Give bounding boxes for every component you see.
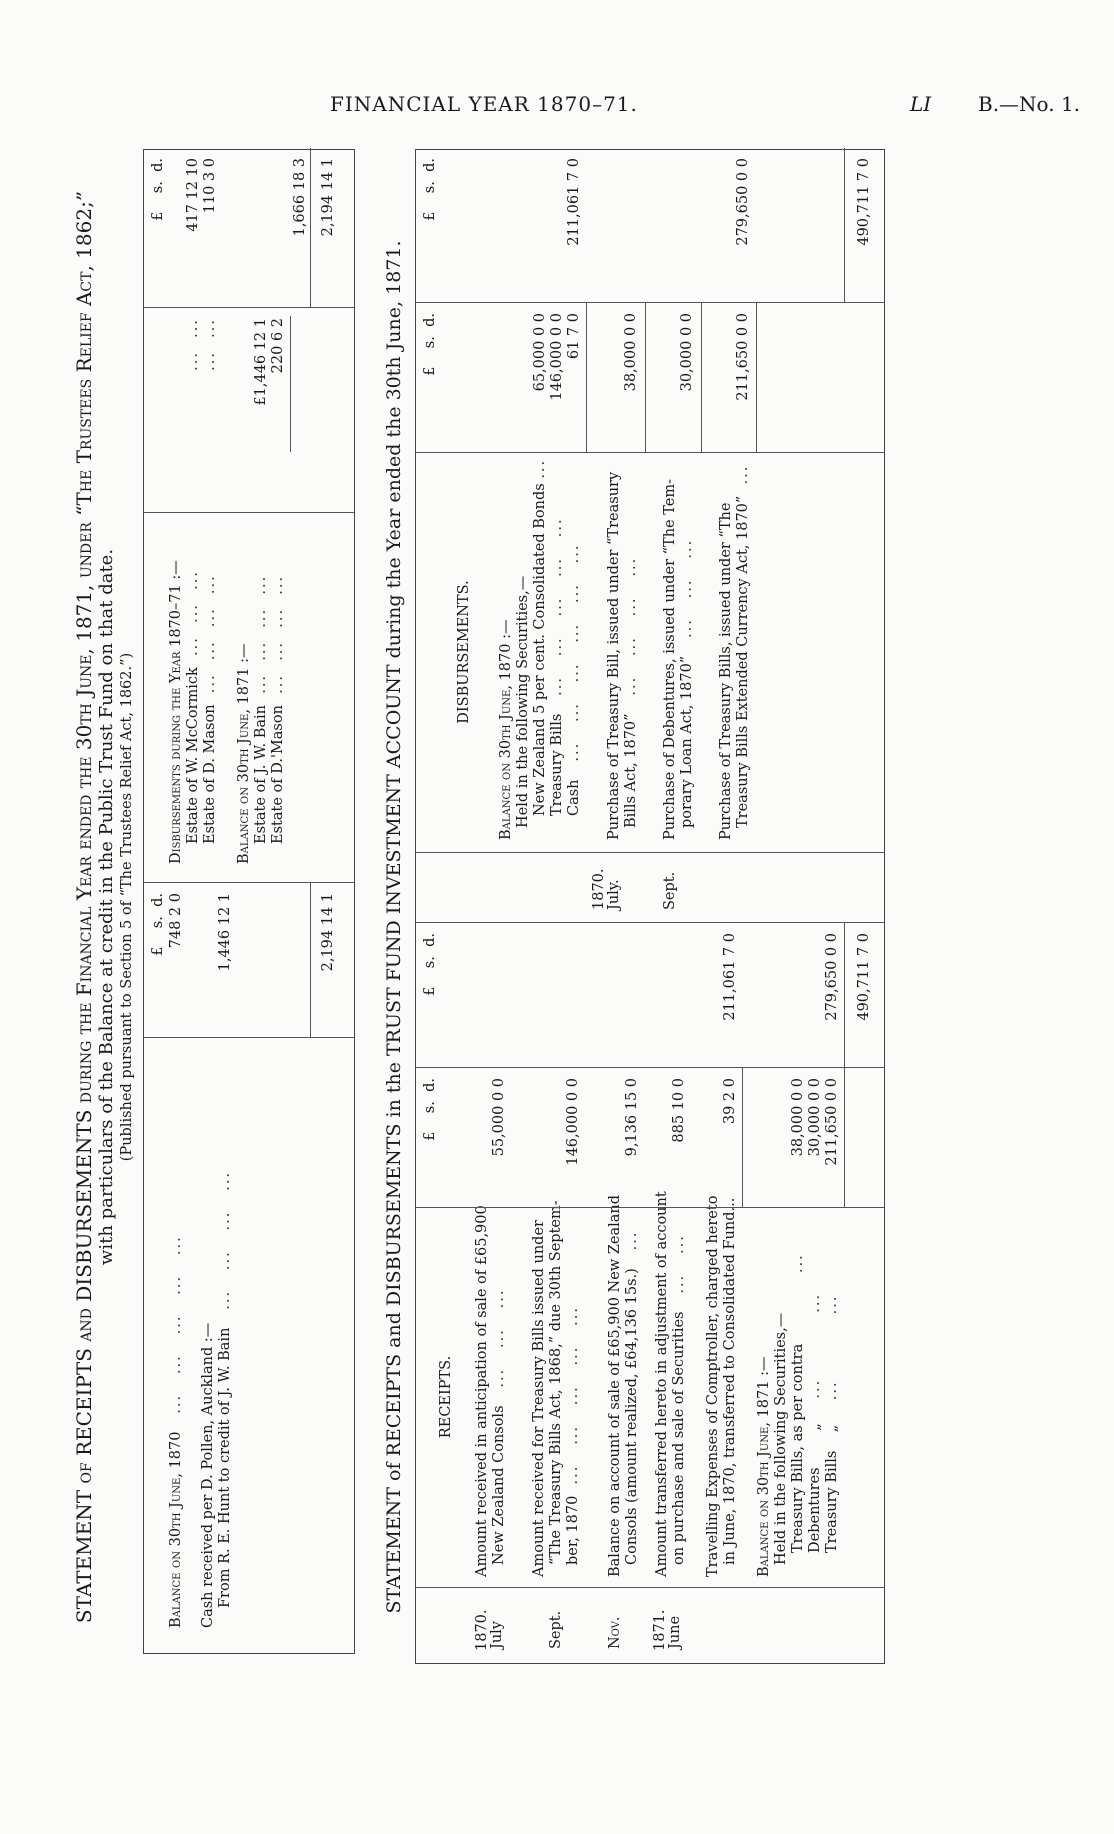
shilling-header: s. [422,956,438,969]
s2-r3b-text: Consols (amount realized, £64,136 15s.) [624,1268,640,1565]
s2-d-bal-total: 211,061 7 0 [566,158,582,246]
s1-disb-currency-header [150,158,167,221]
s1-disbursements-inner-col [144,308,354,513]
s1-cash-amount: 1,446 12 1 [217,893,233,972]
leader-dots: ... ... ... ... ... [565,1306,581,1492]
s1-receipts-currency-header [150,893,167,956]
pound-header: £ [150,211,166,221]
s1-receipts-amount-col [144,883,354,1038]
s2-r-june: June [667,1615,683,1649]
s2-d-july: July. [606,879,622,910]
shilling-header: s. [150,916,166,929]
s2-d-bal-c-amount: 65,000 0 0 [532,313,548,392]
s2-r-sept: Sept. [548,1610,564,1649]
s2-r-bal-e-text: Treasury Bills [824,1450,840,1553]
s2-r1-amount: 55,000 0 0 [491,1078,507,1157]
s1-mason1-amount: 110 3 0 [202,158,218,214]
s2-r-bal-d [807,1293,824,1553]
s1-balance-amount: 748 2 0 [168,893,184,949]
s2-r-july: July [489,1621,505,1649]
s2-r-year1870: 1870. [474,1609,490,1651]
leader-dots: ... ... ... [679,538,695,652]
leader-dots: ... ... ... ... [270,574,286,701]
s2-r5-amount: 39 2 0 [722,1078,738,1125]
s2-r5b: in June, 1870, transferred to Consolidated Fund... [722,1197,738,1565]
pence-header: d. [150,158,166,172]
s2-r-bal-total: 279,650 0 0 [824,933,840,1021]
s2-d-bal-e-text: Cash [566,779,582,816]
s1-balance-label-text: Balance on 30th June, 1870 [168,1431,184,1628]
statement1-subtitle: with particulars of the Balance at credit in the Public Trust Fund on that date. [96,548,117,1266]
s2-p1b [623,557,640,828]
shilling-header: s. [150,181,166,194]
s2-d-bal-c [532,459,549,816]
s2-r4b [671,1234,688,1565]
shilling-header: s. [422,181,438,194]
s2-p3b-text: Treasury Bills Extended Currency Act, 1870” [735,495,751,828]
s2-r3a: Balance on account of sale of £65,900 New Zealand [607,1194,623,1577]
rule [844,923,845,1067]
s2-p3b [735,465,752,828]
s2-r-bal-c-amount: 38,000 0 0 [790,1078,806,1157]
pound-header: £ [422,1131,438,1141]
s1-mason2-text: Estate of D.'Mason [270,705,286,844]
s2-d-total: 490,711 7 0 [856,158,872,246]
s1-mason2-amount: 220 6 2 [270,318,286,374]
statement1-note: (Published pursuant to Section 5 of “The Trustees Relief Act, 1862.”) [119,652,135,1162]
s2-d-bal-e [566,544,583,816]
s2-d-sept: Sept. [662,871,678,910]
s2-r-bal-b: Held in the following Securities,— [773,1312,789,1565]
s2-d-bal-b: Held in the following Securities,— [515,575,531,828]
statement2-table [415,149,885,1664]
s2-d-bal-d-text: Treasury Bills [549,713,565,816]
s1-balance-label [168,1235,185,1628]
s2-r1a: Amount received in anticipation of sale of £65,900 [474,1205,490,1577]
s2-disb-outer-col [416,148,884,303]
s2-p2-amount: 30,000 0 0 [679,313,695,392]
rule [290,316,291,452]
s1-cash-from [217,1171,234,1608]
s1-cash-label: Cash received per D. Pollen, Auckland :— [200,1322,216,1628]
s1-bain-text: Estate of J. W. Bain [253,705,269,844]
s2-r3b [624,1231,641,1565]
s2-r-bal-d-text: Debentures [807,1467,823,1553]
pence-header: d. [422,933,438,947]
leader-dots: ... ... ... ... [217,1170,233,1323]
s2-receipts-outer-col [416,923,884,1068]
s2-d-outer-currency-header [422,158,439,221]
leader-dots: ... [790,1253,806,1340]
s2-r-total: 490,711 7 0 [856,933,872,1021]
leader-dots: ... ... ... ... ... [549,517,565,710]
rule [310,883,311,1037]
s1-receipts-text [144,1038,354,1653]
s2-d-bal-a: Balance on 30th June, 1870 :— [498,619,514,840]
leader-dots: ... ... [824,1294,840,1421]
s2-r-year1871: 1871. [652,1609,668,1651]
s2-d-bal-e-amount: 61 7 0 [566,313,582,360]
s2-p3a: Purchase of Treasury Bills, issued under “The [718,502,734,840]
s2-r4a: Amount transferred hereto in adjustment of account [654,1191,670,1577]
statement2-title: STATEMENT of RECEIPTS and DISBURSEMENTS in the TRUST FUND INVESTMENT ACCOUNT during the Year ended the 30th June, 1871. [383,240,405,1614]
pound-header: £ [422,986,438,996]
s2-r1b-text: New Zealand Consols [491,1405,507,1565]
s2-r-bal-a: Balance on 30th June, 1871 :— [756,1356,772,1577]
leader-dots: ... ... ... [491,1288,507,1401]
statement1-table [143,149,355,1654]
s2-r-bal-c-text: Treasury Bills, as per contra [790,1343,806,1553]
s2-receipts-date-col [416,1588,884,1663]
leader-dots: ... ... [807,1292,823,1419]
s2-r-bal-e-amount: 211,650 0 0 [824,1078,840,1166]
s2-p2a: Purchase of Debentures, issued under “The Tem- [662,478,678,840]
s2-receipts-inner-col [416,1068,884,1208]
leader-dots: ... ... ... ... [253,574,269,701]
leader-dots: ... [735,464,751,492]
s1-mason1-label [202,574,219,844]
s2-p-total: 279,650 0 0 [735,158,751,246]
s2-disb-text-col [416,453,884,853]
leader-dots: ... ... ... ... [623,556,639,709]
s2-r-bal-e [824,1295,841,1554]
s2-disbursements-heading: DISBURSEMENTS. [456,580,472,724]
s2-r4-amount: 885 10 0 [671,1078,687,1143]
s1-mason1-text: Estate of D. Mason [202,704,218,844]
shilling-header: s. [422,1101,438,1114]
s1-mccormick-amount: 417 12 10 [185,158,201,232]
pence-header: d. [422,313,438,327]
rule [310,148,311,307]
pound-header: £ [422,366,438,376]
s1-balance-total: 1,666 18 3 [292,158,308,237]
page-number: LI [910,92,932,116]
pence-header: d. [150,893,166,907]
pound-header: £ [150,946,166,956]
s1-mccormick-text: Estate of W. McCormick [185,667,201,844]
s2-r-inner-currency-header [422,1078,439,1141]
s1-receipts-total: 2,194 14 1 [320,893,336,972]
rule [645,303,646,452]
s2-receipts-text-col [416,1191,884,1588]
s2-disb-inner-col [416,303,884,453]
s2-d-bal-c-text: New Zealand 5 per cent. Consolidated Bonds [532,483,548,816]
s2-r-subtotal: 211,061 7 0 [722,933,738,1021]
pound-header: £ [422,211,438,221]
pence-header: d. [422,158,438,172]
s1-balance1871-label: Balance on 30th June, 1871 :— [236,643,252,864]
leader-dots: ... [624,1230,640,1264]
s1-bain-amount: £1,446 12 1 [253,318,269,406]
s2-disb-date-col [416,853,884,923]
s1-mason2-label [270,575,287,844]
s2-d-inner-currency-header [422,313,439,376]
s2-r2b: “The Treasury Bills Act, 1868,” due 30th Septem- [548,1200,564,1565]
s1-bain-label [253,575,270,844]
rule [586,303,587,452]
rule [742,1068,743,1207]
s2-d-bal-d [549,517,566,816]
s2-r2a: Amount received for Treasury Bills issued under [531,1220,547,1577]
s2-r2c [565,1306,582,1565]
rule [844,148,845,302]
ditto-mark: „ [824,1424,840,1433]
s1-mccormick-label [185,570,202,844]
s2-p2b-text: porary Loan Act, 1870” [679,655,695,828]
s2-p3-amount: 211,650 0 0 [735,313,751,401]
page-header-title: FINANCIAL YEAR 1870–71. [330,92,638,116]
s2-d-year1870: 1870. [591,868,607,910]
s1-disbursements-text [144,513,354,883]
document-reference: B.—No. 1. [978,92,1081,116]
s2-p1b-text: Bills Act, 1870” [623,713,639,828]
s1-during-label: Disbursements during the Year 1870–71 :— [168,560,184,864]
s1-disb-total: 2,194 14 1 [320,158,336,237]
s2-p2b [679,539,696,828]
s2-r5a: Travelling Expenses of Comptroller, charged hereto [705,1195,721,1577]
leader-dots: ... ... ... ... [202,574,218,700]
s2-r2c-text: ber, 1870 [565,1495,581,1565]
pence-header: d. [422,1078,438,1092]
s2-receipts-heading: RECEIPTS. [438,1355,454,1439]
leader-dots: ... [532,458,548,479]
s1-cash-from-text: From R. E. Hunt to credit of J. W. Bain [217,1327,233,1608]
ditto-mark: „ [807,1423,823,1431]
s2-r-nov: Nov. [607,1616,623,1649]
s2-r1b [491,1289,508,1565]
statement1-title: STATEMENT of RECEIPTS and DISBURSEMENTS during the Financial Year ended the 30th June, 1871, under “The Trustees Relief Act, 1862;” [72,190,96,1624]
rule [701,303,702,452]
leader-dots: ... ... ... ... ... ... [566,543,582,775]
rule [756,303,757,452]
shilling-header: s. [422,336,438,349]
s1-disbursements-amount-col [144,148,354,308]
leader-dots: ... ... ... ... ... [168,1235,184,1427]
s2-d-bal-d-amount: 146,000 0 0 [549,313,565,401]
s2-r-bal-c [790,1253,807,1553]
s2-r2-amount: 146,000 0 0 [565,1078,581,1166]
s2-r-outer-currency-header [422,933,439,996]
s1-mccormick-dots: ... ... [185,318,201,371]
leader-dots: ... ... ... [185,570,201,663]
s1-mason1-dots: ... ... [202,318,218,371]
s2-r4b-text: on purchase and sale of Securities [671,1311,687,1565]
rule [844,1068,845,1207]
leader-dots: ... ... [671,1234,687,1307]
s2-p1-amount: 38,000 0 0 [623,313,639,392]
s2-r3-amount: 9,136 15 0 [624,1078,640,1157]
s2-r-bal-d-amount: 30,000 0 0 [807,1078,823,1157]
s2-p1a: Purchase of Treasury Bill, issued under “Treasury [606,471,622,840]
